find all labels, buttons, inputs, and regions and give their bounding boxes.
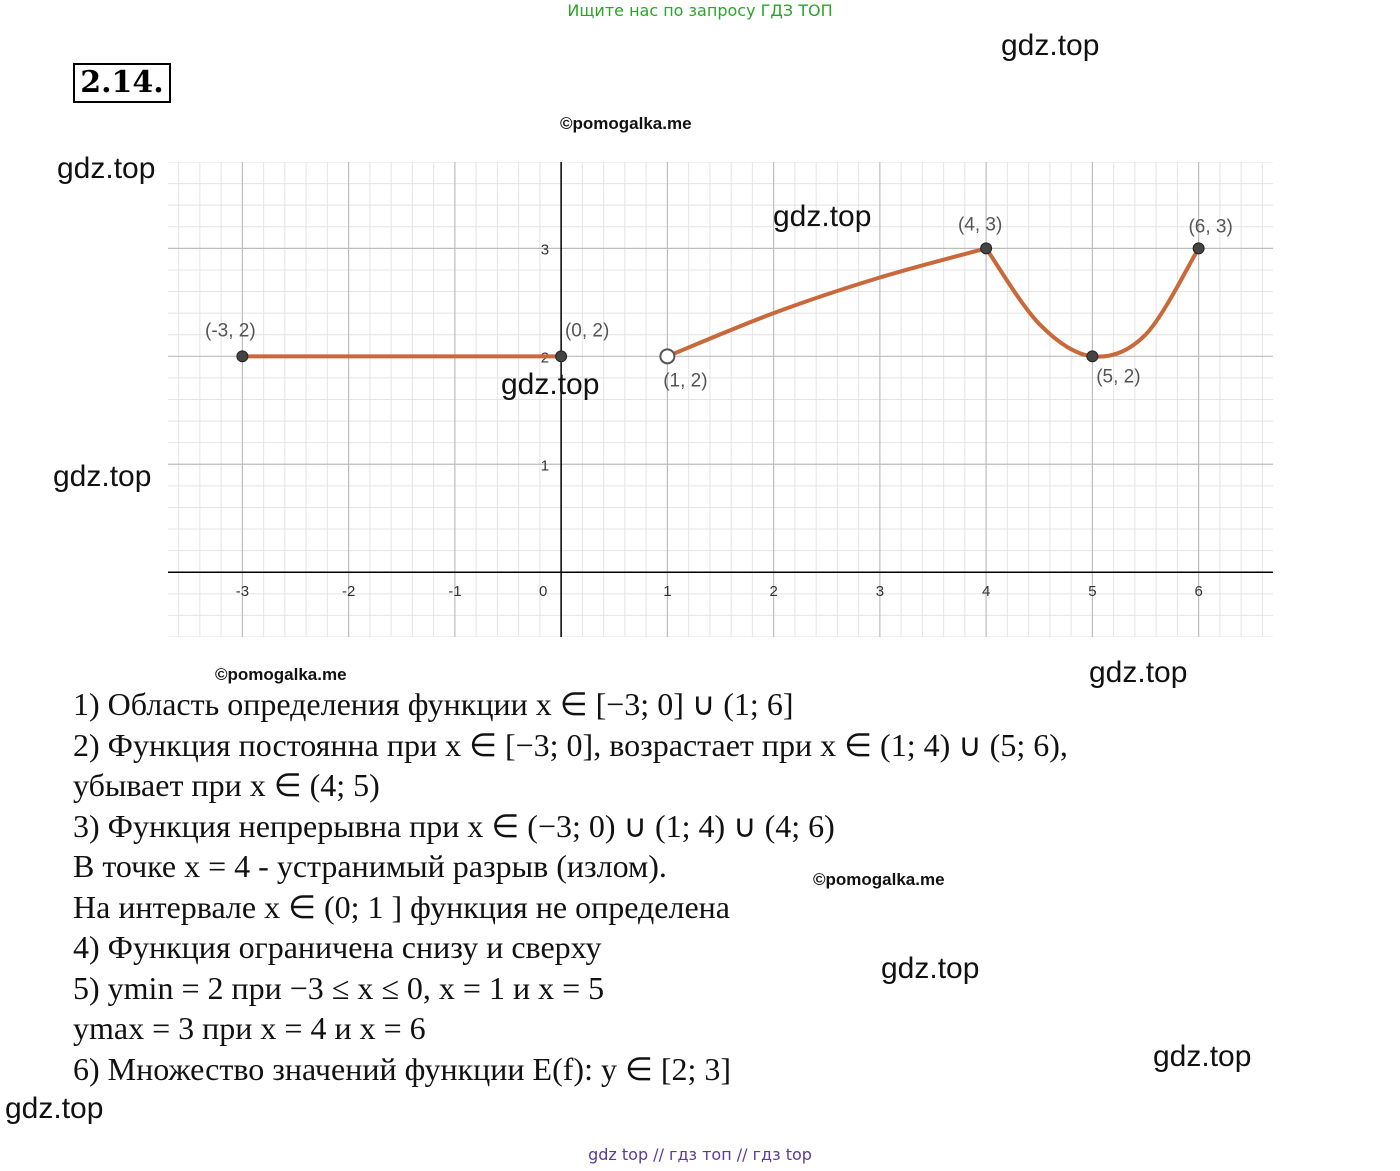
watermark-gdz: gdz.top <box>57 152 156 185</box>
filled-point <box>1193 243 1204 254</box>
x-tick-label: -3 <box>235 583 250 601</box>
solution-line: ymax = 3 при x = 4 и x = 6 <box>73 1010 426 1046</box>
watermark-gdz: gdz.top <box>773 200 872 233</box>
task-number: 2.14. <box>73 63 171 103</box>
point-label: (0, 2) <box>564 320 610 342</box>
x-tick-label: -1 <box>448 583 462 601</box>
point-labels <box>205 214 1233 391</box>
x-tick-label: 6 <box>1194 583 1203 601</box>
point-label: (6, 3) <box>1188 216 1233 238</box>
watermark-pomogalka: ©pomogalka.me <box>215 665 347 684</box>
watermark-pomogalka: ©pomogalka.me <box>560 114 692 133</box>
watermark-gdz: gdz.top <box>1001 29 1100 62</box>
watermark-pomogalka: ©pomogalka.me <box>813 870 945 889</box>
solution-line: В точке x = 4 - устранимый разрыв (излом). <box>73 848 667 884</box>
x-tick-label: 4 <box>981 583 991 601</box>
open-point <box>660 349 674 363</box>
point-label: (5, 2) <box>1096 366 1141 388</box>
x-tick-label: -2 <box>341 583 356 601</box>
point-label: (1, 2) <box>663 370 708 392</box>
solution-line: 5) ymin = 2 при −3 ≤ x ≤ 0, x = 1 и x = 5 <box>73 969 605 1006</box>
filled-point <box>981 243 992 254</box>
x-tick-label: 5 <box>1088 583 1097 601</box>
solution-line: На интервале x ∈ (0; 1 ] функция не определена <box>73 888 730 925</box>
graph-points <box>237 243 1204 363</box>
filled-point <box>1087 351 1098 362</box>
solution-line: 2) Функция постоянна при x ∈ [−3; 0], возрастает при x ∈ (1; 4) ∪ (5; 6), <box>73 726 1068 763</box>
solution-line: 6) Множество значений функции E(f): y ∈ [2; 3] <box>73 1050 732 1087</box>
watermark-gdz: gdz.top <box>1089 656 1188 689</box>
solution-line: 1) Область определения функции x ∈ [−3; 0] ∪ (1; 6] <box>73 686 794 722</box>
watermark-gdz: gdz.top <box>5 1092 104 1125</box>
x-tick-label: 2 <box>769 583 778 601</box>
function-graph <box>168 162 1273 637</box>
solution-line: 4) Функция ограничена снизу и сверху <box>73 929 602 965</box>
x-tick-label: 1 <box>663 583 672 601</box>
grid-minor-lines <box>168 162 1273 637</box>
point-label: (4, 3) <box>957 214 1003 236</box>
x-tick-label: 3 <box>875 583 885 601</box>
y-tick-label: 1 <box>540 457 550 475</box>
filled-point <box>237 351 248 362</box>
watermark-gdz: gdz.top <box>53 460 152 493</box>
watermark-gdz: gdz.top <box>881 952 980 985</box>
watermark-gdz: gdz.top <box>1153 1040 1252 1073</box>
solution-line: убывает при x ∈ (4; 5) <box>73 767 380 803</box>
x-tick-label: 0 <box>538 583 548 601</box>
graph-segment <box>667 248 986 356</box>
graph-curves <box>242 248 1198 356</box>
watermark-gdz: gdz.top <box>501 368 600 401</box>
filled-point <box>556 351 567 362</box>
y-tick-label: 3 <box>540 241 550 259</box>
y-tick-label: 2 <box>540 349 550 367</box>
point-label: (-3, 2) <box>205 320 256 342</box>
top-banner: Ищите нас по запросу ГДЗ ТОП <box>567 1 833 20</box>
solution-line: 3) Функция непрерывна при x ∈ (−3; 0) ∪ (1; 4) ∪ (4; 6) <box>73 807 835 844</box>
bottom-banner: gdz top // гдз топ // гдз top <box>588 1145 812 1164</box>
